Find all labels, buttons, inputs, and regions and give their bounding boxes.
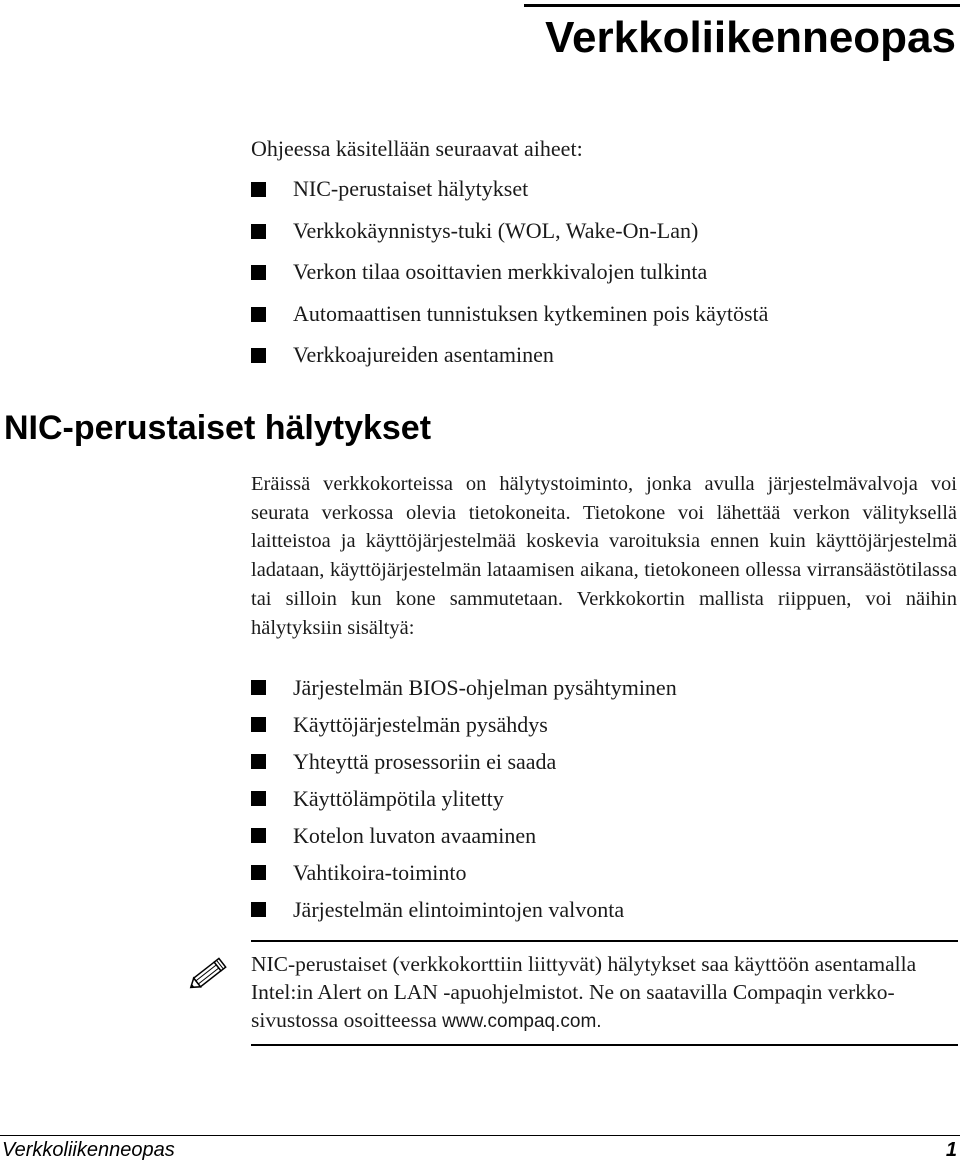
bullet-icon	[251, 828, 266, 843]
list-item	[251, 859, 677, 896]
intro-text: Ohjeessa käsitellään seuraavat aiheet:	[251, 136, 583, 161]
note-top-rule	[251, 940, 958, 942]
list-item	[251, 217, 768, 259]
list-item-label: Verkkokäynnistys-tuki (WOL, Wake-On-Lan)	[293, 217, 699, 243]
bullet-icon	[251, 865, 266, 880]
list-item-label: Verkon tilaa osoittavien merkkivalojen tulkinta	[293, 259, 708, 284]
list-item-label: Järjestelmän BIOS-ohjelman pysähtyminen	[293, 675, 677, 700]
section-heading: NIC-perustaiset hälytykset	[4, 409, 432, 447]
alerts-list	[251, 674, 677, 933]
bullet-icon	[251, 902, 266, 917]
page-number: 1	[945, 1139, 957, 1161]
list-item	[251, 748, 677, 785]
bullet-icon	[251, 791, 266, 806]
page-title: Verkkoliikenneopas	[545, 13, 956, 62]
footer-title: Verkkoliikenneopas	[2, 1139, 175, 1161]
list-item	[251, 674, 677, 711]
list-item	[251, 300, 768, 342]
bullet-icon	[251, 680, 266, 695]
list-item-label: Automaattisen tunnistuksen kytkeminen pois käytöstä	[293, 300, 769, 326]
note-url: www.compaq.com.	[442, 1011, 602, 1032]
section-body: Eräissä verkkokorteissa on hälytystoiminto, jonka avulla järjestelmävalvoja voi seurata verkossa olevia tietokoneita. Tietokone voi lähettää verkon välityksellä laitteistoa ja käyttöjärjestelmää koskevia varoituksia ennen kuin käyttöjärjestelmä ladataan, käyttöjärjestelmän lataamisen aikana, tietokoneen ollessa virransäästötilassa tai silloin kun kone sammutetaan. Verkkokortin mallista riippuen, voi näihin hälytyksiin sisältyä:	[251, 473, 957, 639]
footer-rule	[0, 1135, 960, 1136]
list-item	[251, 785, 677, 822]
bullet-icon	[251, 265, 266, 280]
list-item-label: Vahtikoira-toiminto	[293, 860, 467, 885]
list-item-label: Käyttölämpötila ylitetty	[293, 786, 504, 811]
header-rule	[524, 4, 960, 7]
list-item-label: NIC-perustaiset hälytykset	[293, 176, 529, 201]
list-item	[251, 341, 768, 383]
bullet-icon	[251, 307, 266, 322]
list-item	[251, 175, 768, 217]
list-item	[251, 711, 677, 748]
note-body: NIC-perustaiset (verkkokorttiin liittyvät) hälytykset saa käyttöön asentamalla Intel:in Alert on LAN -apuohjelmistot. Ne on saatavilla Compaqin verkko-sivustossa osoitteessa	[251, 952, 917, 1032]
bullet-icon	[251, 348, 266, 363]
note-bottom-rule	[251, 1044, 958, 1046]
bullet-icon	[251, 754, 266, 769]
list-item	[251, 896, 677, 933]
list-item-label: Käyttöjärjestelmän pysähdys	[293, 712, 548, 737]
bullet-icon	[251, 182, 266, 197]
list-item-label: Yhteyttä prosessoriin ei saada	[293, 749, 557, 774]
note-text	[251, 950, 958, 1036]
bullet-icon	[251, 224, 266, 239]
bullet-icon	[251, 717, 266, 732]
list-item	[251, 258, 768, 300]
topics-list	[251, 175, 768, 383]
list-item-label: Järjestelmän elintoimintojen valvonta	[293, 897, 625, 922]
list-item-label: Kotelon luvaton avaaminen	[293, 823, 537, 848]
list-item-label: Verkkoajureiden asentaminen	[293, 342, 554, 367]
pencil-icon	[185, 950, 235, 996]
list-item	[251, 822, 677, 859]
